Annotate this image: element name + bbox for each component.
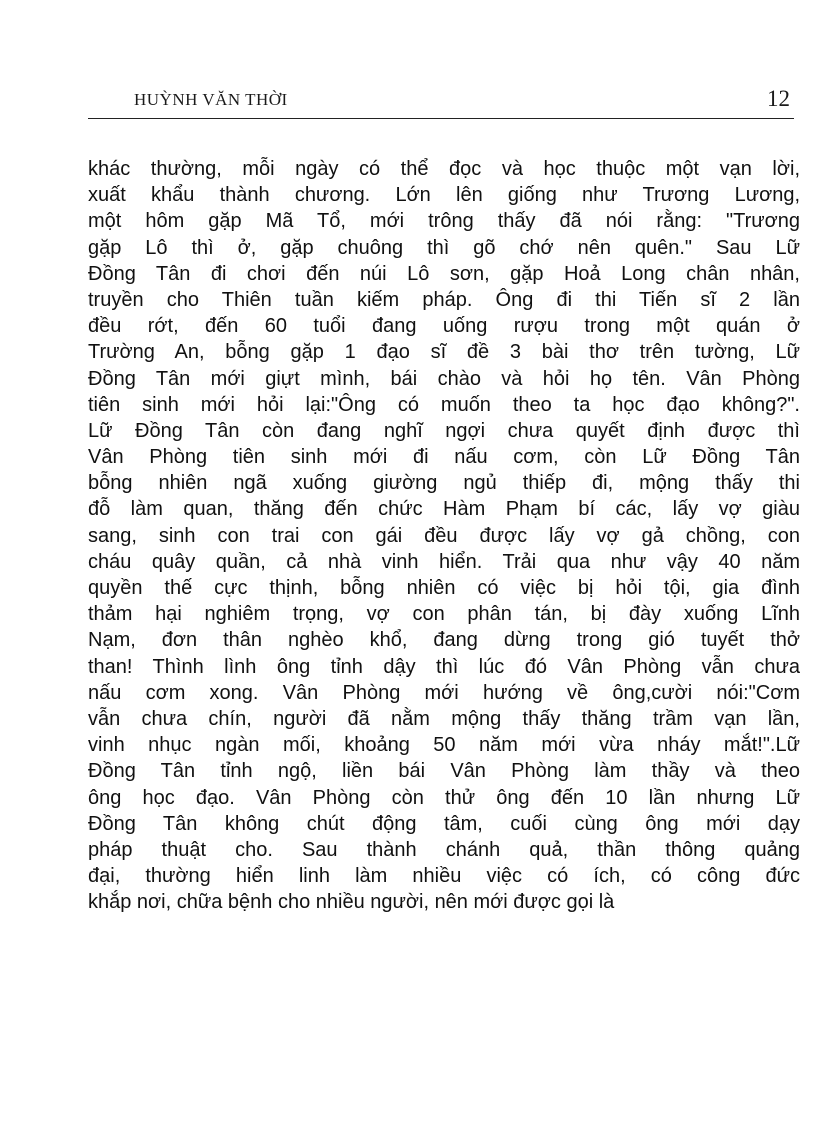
text-line: xuất khẩu thành chương. Lớn lên giống như Trương Lương, — [88, 184, 800, 207]
text-line: pháp thuật cho. Sau thành chánh quả, thần thông quảng — [88, 838, 800, 861]
running-header — [88, 82, 794, 119]
text-line: sang, sinh con trai con gái đều được lấy vợ gả chồng, con — [88, 524, 800, 547]
header-author: HUỲNH VĂN THỜI — [134, 90, 288, 109]
text-line: vinh nhục ngàn mối, khoảng 50 năm mới vừa nháy mắt!".Lữ — [88, 734, 800, 757]
text-line: Đồng Tân mới giựt mình, bái chào và hỏi họ tên. Vân Phòng — [88, 367, 800, 390]
text-line: than! Thình lình ông tỉnh dậy thì lúc đó Vân Phòng vẫn chưa — [88, 655, 800, 678]
text-line: truyền cho Thiên tuần kiếm pháp. Ông đi thi Tiến sĩ 2 lần — [88, 288, 800, 311]
text-line: một hôm gặp Mã Tổ, mới trông thấy đã nói rằng: "Trương — [88, 210, 800, 233]
text-line: cháu quây quần, cả nhà vinh hiển. Trải qua như vậy 40 năm — [88, 550, 800, 573]
text-line: Vân Phòng tiên sinh mới đi nấu cơm, còn Lữ Đồng Tân — [88, 446, 800, 469]
text-line: ông học đạo. Vân Phòng còn thử ông đến 10 lần nhưng Lữ — [88, 786, 800, 809]
text-line: quyền thế cực thịnh, bỗng nhiên có việc bị hỏi tội, gia đình — [88, 577, 800, 599]
text-line: thảm hại nghiêm trọng, vợ con phân tán, bị đày xuống Lĩnh — [88, 603, 800, 626]
text-line: bỗng nhiên ngã xuống giường ngủ thiếp đi, mộng thấy thi — [88, 472, 800, 495]
text-line: gặp Lô thì ở, gặp chuông thì gõ chớ nên quên." Sau Lữ — [88, 236, 800, 259]
body-text — [88, 156, 800, 915]
text-line: Đồng Tân đi chơi đến núi Lô sơn, gặp Hoả Long chân nhân, — [88, 262, 800, 285]
text-line: tiên sinh mới hỏi lại:"Ông có muốn theo ta học đạo không?". — [88, 393, 800, 416]
text-line: Đồng Tân không chút động tâm, cuối cùng ông mới dạy — [88, 812, 800, 835]
text-line: đều rớt, đến 60 tuổi đang uống rượu trong một quán ở — [88, 315, 800, 338]
text-line: khác thường, mỗi ngày có thể đọc và học thuộc một vạn lời, — [88, 158, 800, 180]
text-line: đỗ làm quan, thăng đến chức Hàm Phạm bí các, lấy vợ giàu — [88, 498, 800, 521]
text-line: khắp nơi, chữa bệnh cho nhiều người, nên mới được gọi là — [88, 891, 615, 914]
text-line: nấu cơm xong. Vân Phòng mới hướng về ông,cười nói:"Cơm — [88, 681, 800, 704]
text-line: Đồng Tân tỉnh ngộ, liền bái Vân Phòng làm thầy và theo — [88, 760, 800, 783]
text-line: vẫn chưa chín, người đã nằm mộng thấy thăng trầm vạn lần, — [88, 707, 800, 730]
text-line: Trường An, bỗng gặp 1 đạo sĩ đề 3 bài thơ trên tường, Lữ — [88, 341, 800, 364]
page-number: 12 — [767, 86, 790, 111]
text-line: Nạm, đơn thân nghèo khổ, đang dừng trong gió tuyết thở — [88, 629, 800, 652]
text-line: Lữ Đồng Tân còn đang nghĩ ngợi chưa quyết định được thì — [88, 419, 800, 442]
text-line: đại, thường hiển linh làm nhiều việc có ích, có công đức — [88, 865, 800, 888]
